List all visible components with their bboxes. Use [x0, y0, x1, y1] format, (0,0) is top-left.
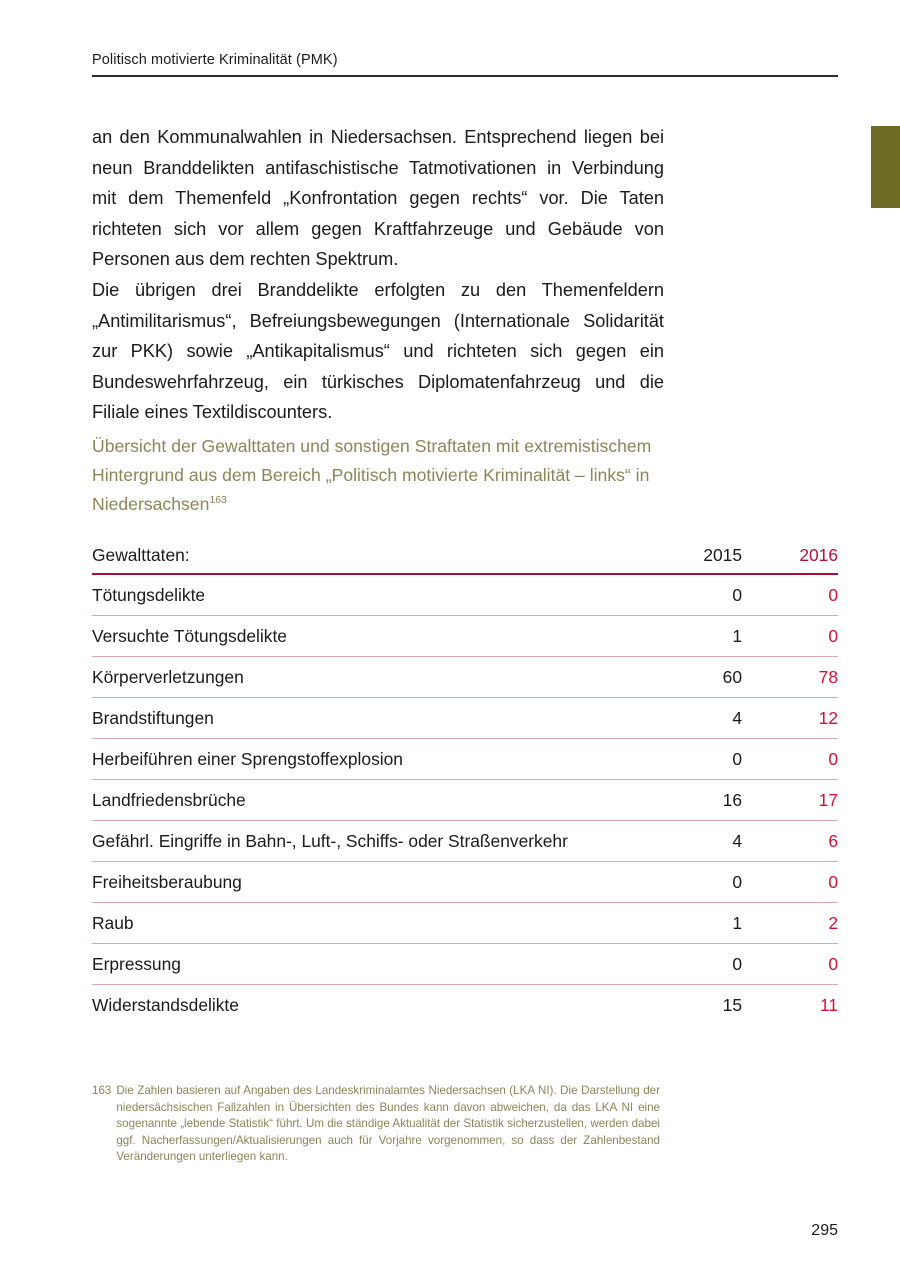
table-row [92, 821, 838, 862]
row-value-2016: 11 [742, 985, 838, 1026]
row-value-2016: 0 [742, 944, 838, 985]
row-value-2015: 0 [646, 862, 742, 903]
table-row [92, 657, 838, 698]
page-number: 295 [811, 1222, 838, 1239]
row-value-2016: 2 [742, 903, 838, 944]
statistics-table [92, 537, 838, 1025]
row-value-2015: 16 [646, 780, 742, 821]
table-caption-text: Übersicht der Gewalttaten und sonstigen Straftaten mit extremistischem Hintergrund aus dem Bereich „Politisch motivierte Kriminalität – links“ in Niedersachsen [92, 436, 652, 514]
row-label: Tötungsdelikte [92, 574, 646, 616]
body-paragraph-1: an den Kommunalwahlen in Niedersachsen. Entsprechend liegen bei neun Branddelikten antifaschistische Tatmotivationen in Verbindung mit dem Themenfeld „Konfrontation gegen rechts“ vor. Die Taten richteten sich vor allem gegen Kraftfahrzeuge und Gebäude von Personen aus dem rechten Spektrum. [92, 127, 664, 270]
row-value-2016: 12 [742, 698, 838, 739]
table-header-label: Gewalttaten: [92, 537, 646, 574]
row-value-2016: 6 [742, 821, 838, 862]
body-text [92, 122, 664, 428]
row-value-2016: 78 [742, 657, 838, 698]
row-value-2016: 0 [742, 739, 838, 780]
running-head-rule [92, 75, 838, 77]
row-value-2015: 0 [646, 944, 742, 985]
table-row [92, 780, 838, 821]
row-label: Herbeiführen einer Sprengstoffexplosion [92, 739, 646, 780]
row-value-2015: 0 [646, 574, 742, 616]
row-value-2015: 0 [646, 739, 742, 780]
row-value-2015: 60 [646, 657, 742, 698]
table-row [92, 698, 838, 739]
row-label: Widerstandsdelikte [92, 985, 646, 1026]
row-value-2016: 0 [742, 616, 838, 657]
row-value-2016: 0 [742, 862, 838, 903]
row-label: Landfriedensbrüche [92, 780, 646, 821]
row-value-2015: 1 [646, 616, 742, 657]
table-row [92, 739, 838, 780]
row-label: Versuchte Tötungsdelikte [92, 616, 646, 657]
body-paragraph-2: Die übrigen drei Branddelikte erfolgten zu den Themenfeldern „Antimilitarismus“, Befreiungsbewegungen (Internationale Solidarität zur PKK) sowie „Antikapitalismus“ und richteten sich gegen ein Bundeswehrfahrzeug, ein türkisches Diplomatenfahrzeug und die Filiale eines Textildiscounters. [92, 279, 664, 423]
table-row [92, 574, 838, 616]
footnote [92, 1083, 660, 1166]
table-header-row [92, 537, 838, 574]
row-value-2015: 4 [646, 698, 742, 739]
row-value-2016: 0 [742, 574, 838, 616]
table-row [92, 944, 838, 985]
table-header-year-2015: 2015 [646, 537, 742, 574]
row-label: Freiheitsberaubung [92, 862, 646, 903]
table-row [92, 616, 838, 657]
running-head [92, 52, 838, 77]
table-row [92, 903, 838, 944]
footnote-text: Die Zahlen basieren auf Angaben des Landeskriminalamtes Niedersachsen (LKA NI). Die Darstellung der niedersächsischen Fallzahlen in Übersichten des Bundes kann davon abweichen, da das LKA NI eine sogenannte „lebende Statistik“ führt. Um die ständige Aktualität der Statistik sicherzustellen, werden dabei ggf. Nacherfassungen/Aktualisierungen auch für Vorjahre vorgenommen, so dass der Zahlenbestand Veränderungen unterliegen kann. [116, 1084, 660, 1164]
row-label: Brandstiftungen [92, 698, 646, 739]
table-row [92, 985, 838, 1026]
table-caption [92, 432, 670, 519]
table-caption-footnote-ref: 163 [209, 494, 227, 507]
row-label: Gefährl. Eingriffe in Bahn-, Luft-, Schiffs- oder Straßenverkehr [92, 821, 646, 862]
running-head-title: Politisch motivierte Kriminalität (PMK) [92, 52, 338, 68]
row-label: Körperverletzungen [92, 657, 646, 698]
table-body [92, 574, 838, 1025]
row-label: Raub [92, 903, 646, 944]
table-header-year-2016: 2016 [742, 537, 838, 574]
table-row [92, 862, 838, 903]
row-label: Erpressung [92, 944, 646, 985]
footnote-number: 163 [92, 1084, 112, 1097]
row-value-2015: 1 [646, 903, 742, 944]
row-value-2015: 4 [646, 821, 742, 862]
thumb-index-tab [871, 126, 900, 208]
row-value-2015: 15 [646, 985, 742, 1026]
row-value-2016: 17 [742, 780, 838, 821]
